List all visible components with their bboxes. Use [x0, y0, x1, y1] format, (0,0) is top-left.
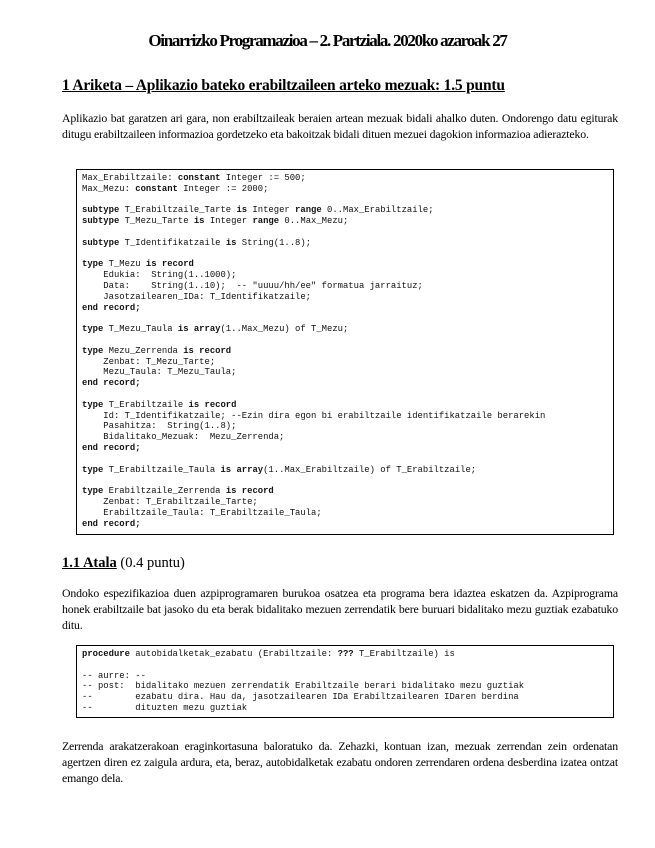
- code-keyword: is: [236, 205, 248, 216]
- code-keyword: is: [193, 216, 205, 227]
- code-text: Zenbat: T_Mezu_Tarte;: [82, 356, 216, 367]
- code-keyword: type: [82, 324, 104, 335]
- code-text: Mezu_Zerrenda: [103, 345, 184, 356]
- code-text: Edukia: String(1..1000);: [82, 270, 237, 281]
- code-keyword: type: [82, 345, 104, 356]
- code-text: (1..Max_Mezu) of T_Mezu;: [220, 324, 349, 335]
- code-text: Zenbat: T_Erabiltzaile_Tarte;: [82, 496, 258, 507]
- code-text: Integer: [247, 205, 296, 216]
- code-text: -- post: bidalitako mezuen zerrendatik Erabiltzaile berari bidalitako mezu guztiak: [82, 681, 525, 692]
- code-keyword: is record: [145, 259, 194, 270]
- code-text: T_Erabiltzaile) is: [353, 649, 455, 659]
- code-keyword: range: [295, 205, 322, 216]
- code-text: String(1..8);: [236, 237, 312, 248]
- code-keyword: range: [252, 216, 280, 227]
- code-text: Integer := 2000;: [177, 183, 269, 194]
- code-text: T_Erabiltzaile_Taula: [103, 464, 221, 475]
- code-text: 0..Max_Erabiltzaile;: [321, 205, 434, 216]
- code-text: Jasotzailearen_IDa: T_Identifikatzaile;: [82, 291, 312, 302]
- part-1-1-heading: [62, 555, 185, 572]
- code-text: Id: T_Identifikatzaile; --Ezin dira egon bi erabiltzaile identifikatzaile berarekin: [82, 410, 546, 421]
- code-text: -- ezabatu dira. Hau da, jasotzailearen IDa Erabiltzailearen IDaren berdina: [82, 692, 519, 703]
- code-keyword: constant: [177, 173, 221, 183]
- code-text: Data: String(1..10); -- "uuuu/hh/ee" formatua jarraituz;: [82, 280, 423, 291]
- code-keyword: type: [82, 464, 104, 475]
- code-keyword: is array: [177, 324, 221, 335]
- code-keyword: end record;: [82, 518, 141, 529]
- code-text: Erabiltzaile_Taula: T_Erabiltzaile_Taula;: [82, 507, 322, 518]
- code-keyword: is record: [183, 345, 232, 356]
- part-1-1-intro: Ondoko espezifikazioa duen azpiprogramaren burukoa osatzea eta programa bera idaztea eskatzen da. Azpiprograma honek erabiltzaile bat jasoko du eta berak bidalitako mezuen zerrendatik bere buruari bidalitako mezu guztiak ezabatuko ditu.: [62, 586, 618, 632]
- code-text: Max_Erabiltzaile:: [82, 173, 178, 183]
- code-keyword: end record;: [82, 302, 141, 313]
- part-1-1-label: 1.1 Atala: [62, 555, 117, 571]
- exercise-1-heading: 1 Ariketa – Aplikazio bateko erabiltzaileen arteko mezuak: 1.5 puntu: [62, 77, 505, 94]
- code-text: T_Mezu: [103, 259, 146, 270]
- part-1-1-points: (0.4 puntu): [116, 555, 185, 571]
- code-text: -- aurre: --: [82, 670, 146, 681]
- code-text: Max_Mezu:: [82, 183, 136, 194]
- code-keyword: constant: [135, 183, 178, 194]
- code-text: T_Erabiltzaile: [103, 399, 189, 410]
- code-text: Integer := 500;: [220, 173, 306, 183]
- part-1-1-closing: Zerrenda arakatzerakoan eraginkortasuna baloratuko da. Zehazki, kontuan izan, mezuak zerrendan zein ordenatan agertzen diren ez zaigula ardura, eta, beraz, autobidalketak ezabatu ondoren zerrendaren ordena desberdina izatea ontzat emango dela.: [62, 739, 618, 785]
- code-text: Pasahitza: String(1..8);: [82, 421, 237, 432]
- code-text: autobidalketak_ezabatu (Erabiltzaile:: [129, 649, 338, 659]
- procedure-spec-code-block: [76, 645, 614, 718]
- data-structures-code: [82, 173, 613, 529]
- code-keyword: is record: [188, 399, 237, 410]
- code-keyword: subtype: [82, 205, 120, 216]
- code-keyword: is record: [225, 486, 274, 497]
- data-structures-code-block: [76, 169, 614, 535]
- code-text: Integer: [204, 216, 253, 227]
- document-title: Oinarrizko Programazioa – 2. Partziala. 2020ko azaroak 27: [148, 31, 507, 50]
- code-keyword: ???: [337, 649, 354, 659]
- code-keyword: type: [82, 259, 104, 270]
- code-text: T_Erabiltzaile_Tarte: [119, 205, 237, 216]
- code-keyword: end record;: [82, 442, 141, 453]
- code-text: -- dituzten mezu guztiak: [82, 702, 248, 713]
- code-text: (1..Max_Erabiltzaile) of T_Erabiltzaile;: [263, 464, 477, 475]
- code-keyword: type: [82, 399, 104, 410]
- code-text: Bidalitako_Mezuak: Mezu_Zerrenda;: [82, 432, 285, 443]
- exercise-1-intro: Aplikazio bat garatzen ari gara, non erabiltzaileak beraien artean mezuak bidali ahalko duten. Ondorengo datu egiturak ditugu erabiltzaileen informazioa gordetzeko eta bakoitzak bidali dituen mezuei dagokion informazioa adierazteko.: [62, 111, 618, 141]
- code-keyword: is: [225, 237, 237, 248]
- code-text: T_Mezu_Tarte: [119, 216, 194, 227]
- code-keyword: procedure: [82, 649, 130, 659]
- procedure-spec-code: [82, 649, 613, 714]
- code-keyword: subtype: [82, 237, 120, 248]
- code-text: Mezu_Taula: T_Mezu_Taula;: [82, 367, 237, 378]
- code-keyword: is array: [220, 464, 264, 475]
- code-keyword: subtype: [82, 216, 120, 227]
- code-keyword: type: [82, 486, 104, 497]
- code-text: T_Mezu_Taula: [103, 324, 178, 335]
- code-text: Erabiltzaile_Zerrenda: [103, 486, 226, 497]
- code-text: 0..Max_Mezu;: [279, 216, 349, 227]
- code-text: T_Identifikatzaile: [119, 237, 226, 248]
- code-keyword: end record;: [82, 378, 141, 389]
